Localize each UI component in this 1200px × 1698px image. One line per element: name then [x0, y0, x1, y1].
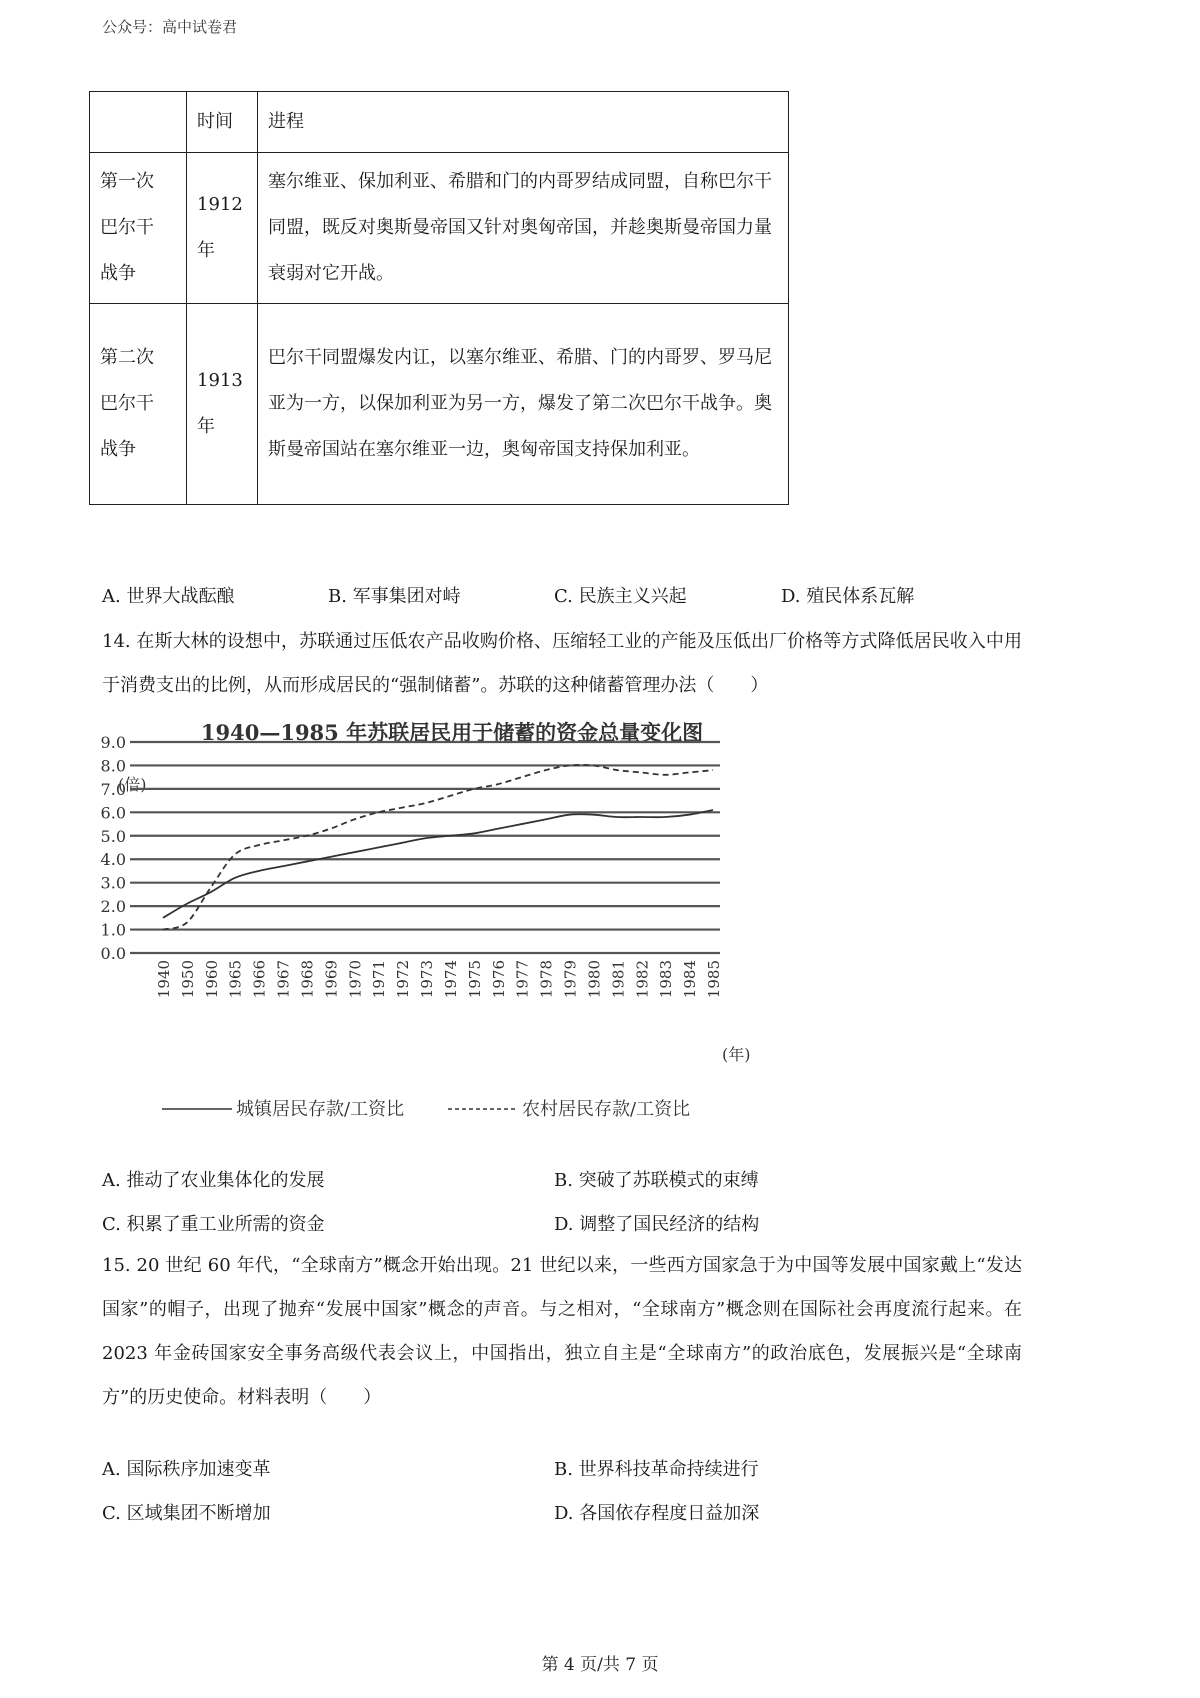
war-name-line: 巴尔干 [100, 217, 154, 238]
x-tick-label: 1969 [322, 960, 341, 999]
war-name-line: 第一次 [100, 171, 154, 192]
x-tick-label: 1985 [705, 960, 723, 999]
war-name-line: 第二次 [100, 347, 154, 368]
chart-x-axis-label: (年) [722, 1045, 751, 1064]
y-tick-label: 8.0 [100, 756, 126, 776]
x-tick-label: 1966 [250, 960, 269, 999]
x-tick-label: 1940 [155, 960, 173, 999]
x-tick-label: 1976 [489, 960, 508, 999]
q15-option-b[interactable]: B. 世界科技革命持续进行 [554, 1459, 759, 1480]
x-tick-label: 1968 [298, 960, 317, 999]
x-tick-label: 1973 [418, 960, 437, 999]
x-tick-label: 1967 [274, 960, 293, 999]
q13-option-a[interactable]: A. 世界大战酝酿 [102, 586, 235, 607]
x-tick-label: 1950 [178, 960, 197, 999]
chart-title: 1940—1985 年苏联居民用于储蓄的资金总量变化图 [200, 720, 704, 745]
table-header-cell-empty [90, 92, 187, 153]
q14-option-a[interactable]: A. 推动了农业集体化的发展 [102, 1170, 325, 1191]
q13-option-d[interactable]: D. 殖民体系瓦解 [781, 586, 915, 607]
war-name-line: 巴尔干 [100, 393, 154, 414]
x-tick-label: 1983 [657, 960, 676, 999]
y-tick-label: 0.0 [100, 944, 126, 963]
legend-label-urban: 城镇居民存款/工资比 [236, 1099, 405, 1120]
y-tick-label: 6.0 [100, 803, 126, 823]
x-tick-label: 1971 [370, 960, 389, 999]
table-cell-time [187, 304, 258, 505]
table-row [90, 304, 789, 505]
q15-option-d[interactable]: D. 各国依存程度日益加深 [554, 1503, 760, 1524]
x-tick-label: 1970 [346, 960, 365, 999]
x-tick-label: 1974 [441, 960, 460, 999]
q15-stem: 15. 20 世纪 60 年代，“全球南方”概念开始出现。21 世纪以来，一些西方国家急于为中国等发展中国家戴上“发达国家”的帽子，出现了抛弃“发展中国家”概念的声音。与之相对，“全球南方”概念则在国际社会再度流行起来。在 2023 年金砖国家安全事务高级代表会议上，中国指出，独立自主是“全球南方”的政治底色，发展振兴是“全球南方”的历史使命。材料表明（ ） [102, 1255, 1022, 1408]
table-header-row [90, 92, 789, 153]
time-line: 1912 [197, 194, 243, 215]
header-note: 公众号：高中试卷君 [102, 18, 238, 36]
q14-option-c[interactable]: C. 积累了重工业所需的资金 [102, 1214, 325, 1235]
y-tick-label: 2.0 [100, 897, 126, 917]
x-tick-label: 1979 [561, 960, 580, 999]
series-line-urban [163, 810, 713, 918]
x-tick-label: 1975 [465, 960, 484, 999]
q14-stem: 14. 在斯大林的设想中，苏联通过压低农产品收购价格、压缩轻工业的产能及压低出厂价格等方式降低居民收入中用于消费支出的比例，从而形成居民的“强制储蓄”。苏联的这种储蓄管理办法（ ） [102, 631, 1022, 696]
x-tick-label: 1977 [513, 960, 532, 999]
y-tick-label: 9.0 [100, 733, 126, 752]
legend-label-rural: 农村居民存款/工资比 [522, 1099, 691, 1120]
time-line: 年 [197, 416, 215, 437]
y-tick-label: 7.0 [100, 779, 126, 799]
x-tick-label: 1984 [681, 960, 700, 999]
time-line: 1913 [197, 370, 243, 391]
war-name-line: 战争 [100, 439, 136, 460]
page-footer: 第 4 页/共 7 页 [541, 1655, 659, 1675]
q14-option-b[interactable]: B. 突破了苏联模式的束缚 [554, 1170, 759, 1191]
time-line: 年 [197, 240, 215, 261]
q14-option-d[interactable]: D. 调整了国民经济的结构 [554, 1214, 760, 1235]
y-tick-label: 1.0 [100, 920, 126, 940]
table-cell-war-name [90, 304, 187, 505]
war-name-line: 战争 [100, 263, 136, 284]
q15-option-c[interactable]: C. 区域集团不断增加 [102, 1503, 271, 1524]
table-row [90, 153, 789, 304]
y-tick-label: 3.0 [100, 873, 126, 893]
table-cell-time [187, 153, 258, 304]
table-cell-war-name [90, 153, 187, 304]
series-line-rural [163, 765, 713, 930]
balkan-wars-table [89, 91, 789, 505]
table-header-process: 进程 [258, 92, 789, 153]
q13-option-c[interactable]: C. 民族主义兴起 [554, 586, 687, 607]
x-tick-label: 1980 [585, 960, 604, 999]
table-cell-process: 巴尔干同盟爆发内讧，以塞尔维亚、希腊、门的内哥罗、罗马尼亚为一方，以保加利亚为另一方，爆发了第二次巴尔干战争。奥斯曼帝国站在塞尔维亚一边，奥匈帝国支持保加利亚。 [258, 304, 789, 505]
table-cell-process: 塞尔维亚、保加利亚、希腊和门的内哥罗结成同盟，自称巴尔干同盟，既反对奥斯曼帝国又针对奥匈帝国，并趁奥斯曼帝国力量衰弱对它开战。 [258, 153, 789, 304]
table-header-time: 时间 [187, 92, 258, 153]
q13-option-b[interactable]: B. 军事集团对峙 [328, 586, 461, 607]
x-tick-label: 1965 [226, 960, 245, 999]
x-tick-label: 1981 [609, 960, 628, 999]
y-tick-label: 4.0 [100, 850, 126, 870]
x-tick-label: 1960 [202, 960, 221, 999]
chart-legend [162, 1099, 690, 1120]
y-tick-label: 5.0 [100, 826, 126, 846]
x-tick-label: 1978 [537, 960, 556, 999]
x-tick-label: 1982 [633, 960, 652, 999]
chart-y-axis-label: (倍) [118, 775, 147, 794]
q15-option-a[interactable]: A. 国际秩序加速变革 [102, 1459, 271, 1480]
x-tick-label: 1972 [394, 960, 413, 999]
